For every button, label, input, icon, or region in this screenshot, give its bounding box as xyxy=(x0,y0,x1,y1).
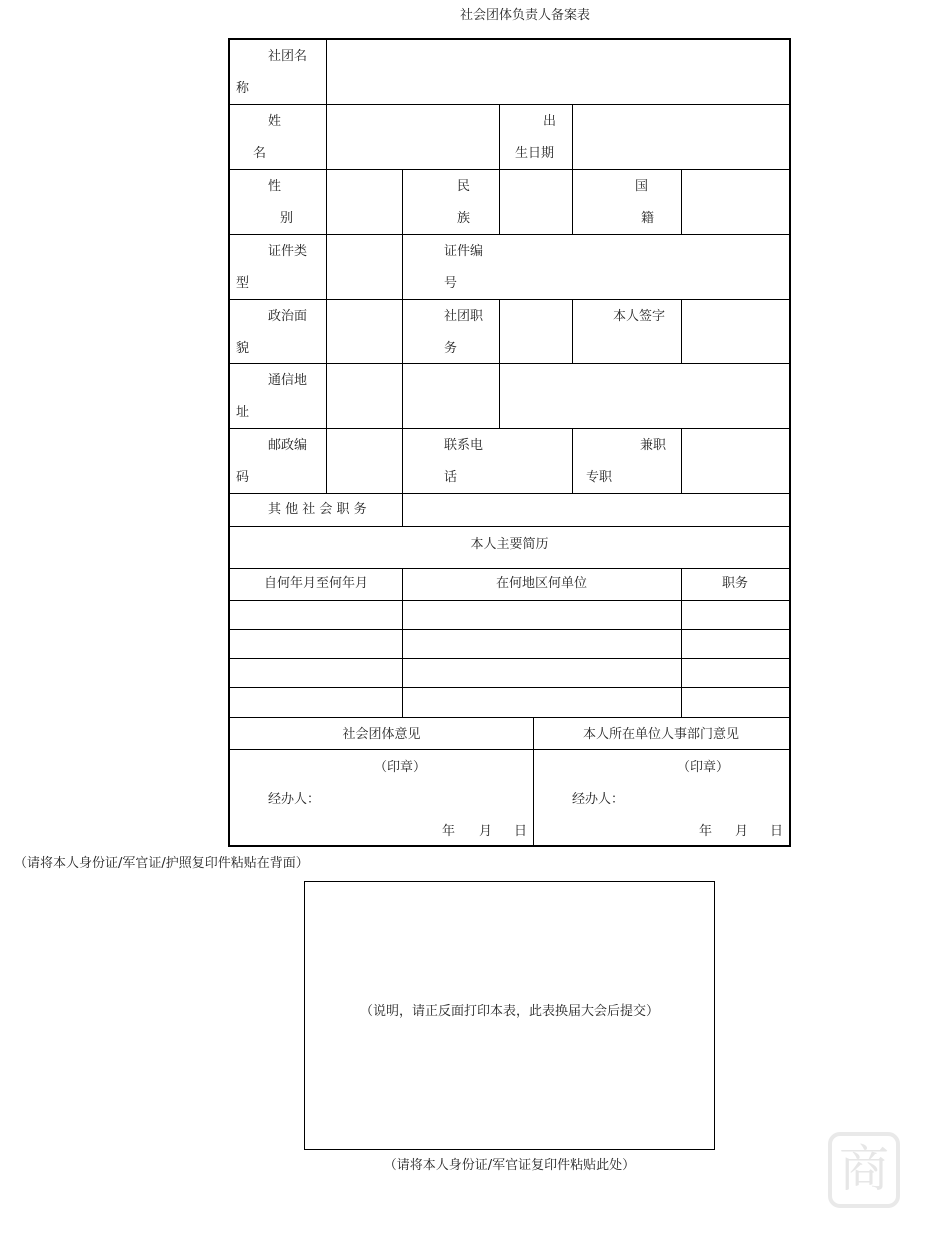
col-rule xyxy=(572,428,573,493)
id-copy-caption: （请将本人身份证/军官证复印件粘贴此处） xyxy=(383,1158,636,1173)
label-signature: 本人签字 xyxy=(613,309,666,324)
date-month: 月 xyxy=(479,824,493,839)
label-full-time: 专职 xyxy=(586,470,613,485)
col-rule xyxy=(681,428,682,493)
seal-label: （印章） xyxy=(374,760,427,775)
label-org-name: 社团名 xyxy=(268,49,308,64)
date-day: 日 xyxy=(770,824,784,839)
label-name: 名 xyxy=(253,146,267,161)
handler-label: 经办人： xyxy=(572,792,625,807)
col-rule xyxy=(499,169,500,234)
label-id-type: 证件类 xyxy=(268,244,308,259)
print-instruction: （说明，请正反面打印本表，此表换届大会后提交） xyxy=(359,1004,659,1019)
label-political-status: 政治面 xyxy=(268,309,308,324)
label-id-number: 号 xyxy=(444,276,458,291)
col-rule xyxy=(572,169,573,234)
label-ethnicity: 民 xyxy=(457,179,471,194)
row-rule xyxy=(230,658,789,659)
seal-label: （印章） xyxy=(677,760,730,775)
opinion-hr-title: 本人所在单位人事部门意见 xyxy=(582,727,739,742)
label-address: 址 xyxy=(236,405,250,420)
col-rule xyxy=(572,104,573,169)
label-political-status: 貌 xyxy=(236,341,250,356)
label-name: 姓 xyxy=(268,114,282,129)
row-rule xyxy=(230,428,789,429)
label-birth-date: 生日期 xyxy=(515,146,555,161)
row-rule xyxy=(230,526,789,527)
label-phone: 话 xyxy=(444,470,458,485)
label-nationality: 国 xyxy=(635,179,649,194)
label-gender: 别 xyxy=(280,211,294,226)
label-address: 通信地 xyxy=(268,373,308,388)
label-phone: 联系电 xyxy=(444,438,484,453)
row-rule xyxy=(230,568,789,569)
row-rule xyxy=(230,363,789,364)
row-rule xyxy=(230,600,789,601)
label-postal-code: 邮政编 xyxy=(268,438,308,453)
row-rule xyxy=(230,717,789,718)
label-id-number: 证件编 xyxy=(444,244,484,259)
label-postal-code: 码 xyxy=(236,470,250,485)
col-rule xyxy=(402,169,403,493)
label-other-duties: 其 他 社 会 职 务 xyxy=(268,502,367,517)
row-rule xyxy=(230,234,789,235)
handler-label: 经办人： xyxy=(268,792,321,807)
row-rule xyxy=(230,687,789,688)
label-org-name: 称 xyxy=(236,81,250,96)
row-rule xyxy=(230,299,789,300)
col-rule xyxy=(402,493,403,526)
registration-form xyxy=(228,38,791,847)
col-rule xyxy=(572,299,573,363)
row-rule xyxy=(230,629,789,630)
date-year: 年 xyxy=(442,824,456,839)
document-title: 社会团体负责人备案表 xyxy=(459,8,590,23)
label-ethnicity: 族 xyxy=(457,211,471,226)
date-year: 年 xyxy=(699,824,713,839)
id-copy-note: （请将本人身份证/军官证/护照复印件粘贴在背面） xyxy=(14,856,309,871)
label-birth-date: 出 xyxy=(543,114,557,129)
watermark-logo: 商 xyxy=(828,1132,900,1208)
col-rule xyxy=(326,40,327,493)
label-nationality: 籍 xyxy=(641,211,655,226)
col-rule xyxy=(499,104,500,169)
label-part-time: 兼职 xyxy=(640,438,667,453)
label-org-position: 务 xyxy=(444,341,458,356)
row-rule xyxy=(230,493,789,494)
row-rule xyxy=(230,104,789,105)
label-gender: 性 xyxy=(268,179,282,194)
row-rule xyxy=(230,749,789,750)
id-copy-paste-box xyxy=(304,881,715,1150)
label-id-type: 型 xyxy=(236,276,250,291)
col-rule xyxy=(681,169,682,234)
resume-header-period: 自何年月至何年月 xyxy=(263,576,368,591)
col-rule xyxy=(499,299,500,428)
label-org-position: 社团职 xyxy=(444,309,484,324)
date-day: 日 xyxy=(514,824,528,839)
resume-section-title: 本人主要简历 xyxy=(470,537,549,552)
date-month: 月 xyxy=(735,824,749,839)
col-rule xyxy=(681,299,682,363)
resume-header-duty: 职务 xyxy=(721,576,748,591)
resume-header-workplace: 在何地区何单位 xyxy=(495,576,587,591)
row-rule xyxy=(230,169,789,170)
opinion-org-title: 社会团体意见 xyxy=(342,727,421,742)
